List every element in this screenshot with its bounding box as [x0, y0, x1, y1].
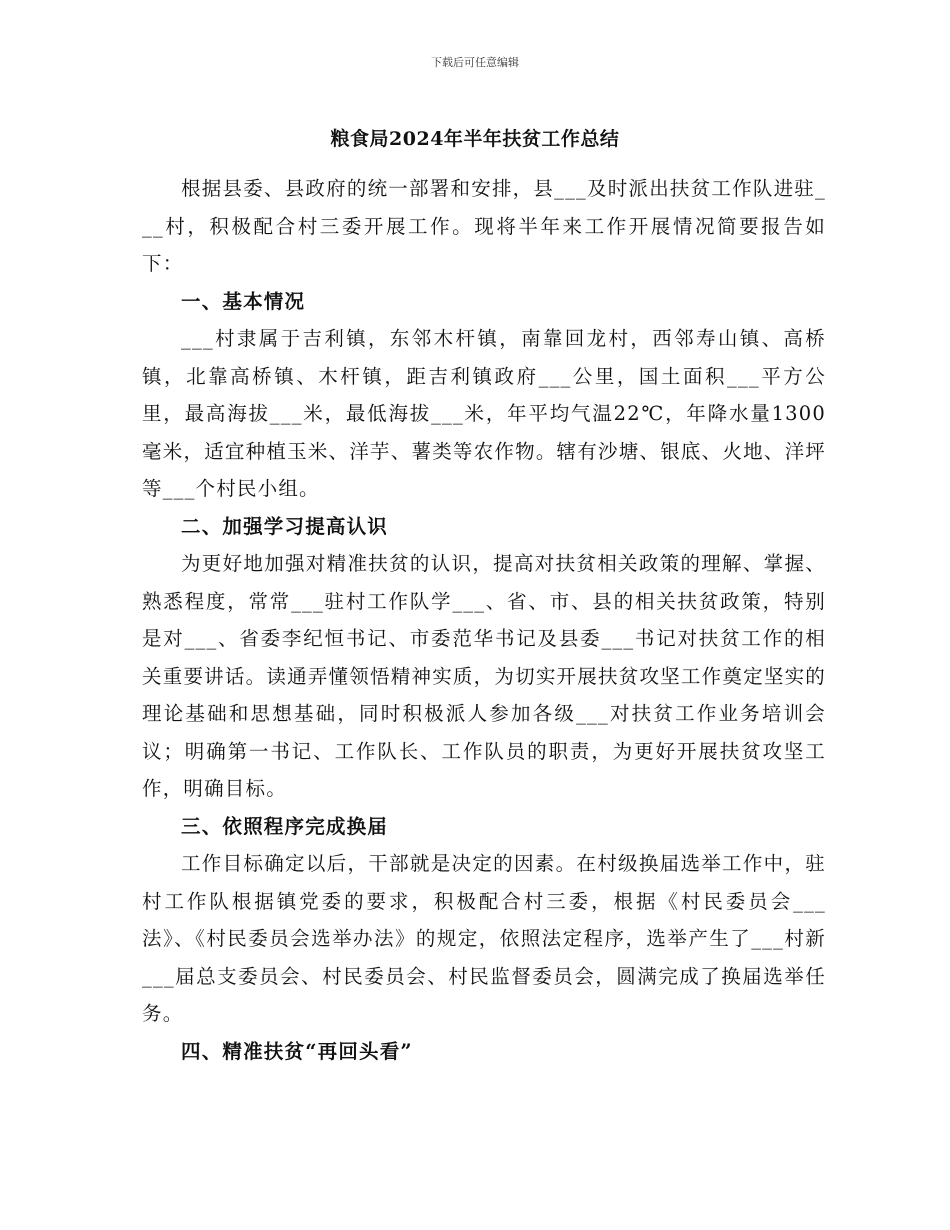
- intro-paragraph: 根据县委、县政府的统一部署和安排，县___及时派出扶贫工作队进驻___村，积极配合村三委开展工作。现将半年来工作开展情况简要报告如下：: [142, 177, 826, 275]
- section-heading-study: 二、加强学习提高认识: [181, 514, 389, 538]
- section-body-basic-info: ___村隶属于吉利镇，东邻木杆镇，南靠回龙村，西邻寿山镇、高桥镇，北靠高桥镇、木杆镇，距吉利镇政府___公里，国土面积___平方公里，最高海拔___米，最低海拔___米，年平均气温22℃，年降水量1300毫米，适宜种植玉米、洋芋、薯类等农作物。辖有沙塘、银底、火地、洋坪等___个村民小组。: [142, 327, 826, 500]
- section-heading-review: 四、精准扶贫“再回头看”: [181, 1039, 413, 1063]
- header-note: 下载后可任意编辑: [431, 56, 519, 69]
- document-body: [142, 170, 826, 1070]
- section-body-study: 为更好地加强对精准扶贫的认识，提高对扶贫相关政策的理解、掌握、熟悉程度，常常___驻村工作队学___、省、市、县的相关扶贫政策，特别是对___、省委李纪恒书记、市委范华书记及县委___书记对扶贫工作的相关重要讲话。读通弄懂领悟精神实质，为切实开展扶贫攻坚工作奠定坚实的理论基础和思想基础，同时积极派人参加各级___对扶贫工作业务培训会议；明确第一书记、工作队长、工作队员的职责，为更好开展扶贫攻坚工作，明确目标。: [142, 552, 826, 800]
- document-title: 粮食局2024年半年扶贫工作总结: [330, 128, 620, 150]
- section-body-election: 工作目标确定以后，干部就是决定的因素。在村级换届选举工作中，驻村工作队根据镇党委的要求，积极配合村三委，根据《村民委员会___法》、《村民委员会选举办法》的规定，依照法定程序，选举产生了___村新___届总支委员会、村民委员会、村民监督委员会，圆满完成了换届选举任务。: [142, 852, 826, 1025]
- section-heading-basic-info: 一、基本情况: [181, 289, 306, 313]
- section-heading-election: 三、依照程序完成换届: [181, 814, 389, 838]
